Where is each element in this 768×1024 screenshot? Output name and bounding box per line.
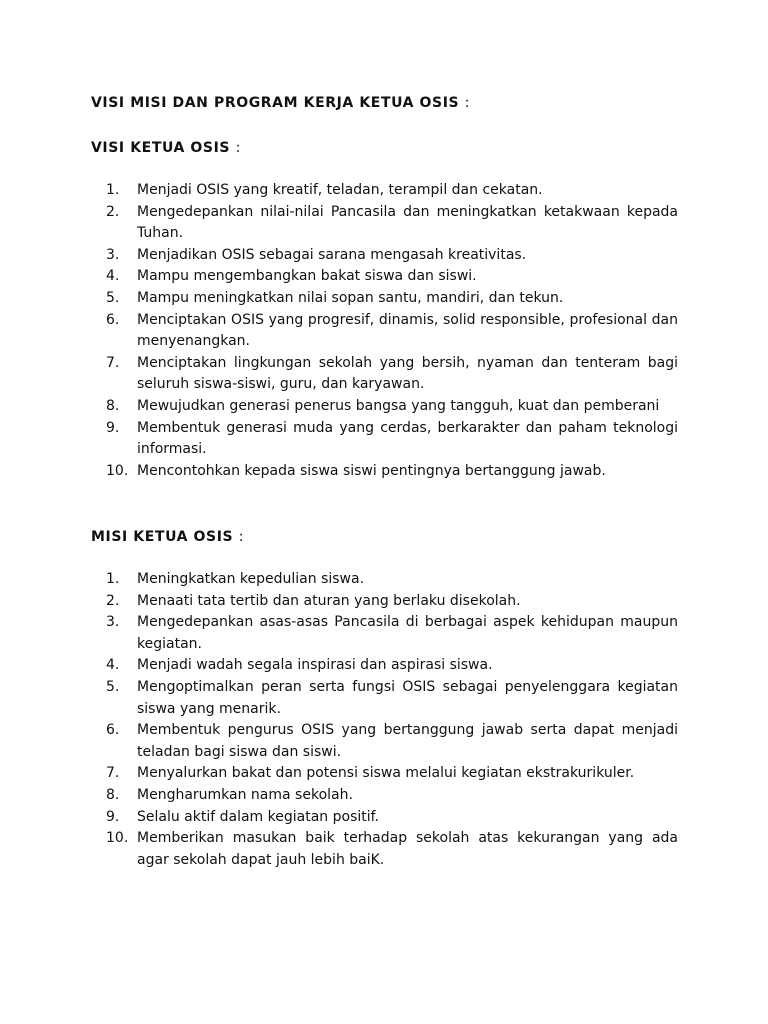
visi-heading-text: VISI KETUA OSIS — [91, 140, 231, 156]
list-item-number: 8. — [106, 397, 120, 414]
list-item-text: Mengharumkan nama sekolah. — [137, 786, 353, 803]
list-item-text: Menciptakan OSIS yang progresif, dinamis, solid responsible, profesional dan menyenangkan. — [137, 311, 678, 350]
list-item-number: 10. — [106, 830, 129, 847]
list-item-number: 3. — [106, 246, 120, 263]
list-item — [91, 396, 678, 418]
list-item-text: Mampu meningkatkan nilai sopan santu, mandiri, dan tekun. — [137, 289, 564, 306]
list-item — [91, 612, 678, 655]
list-item-number: 1. — [106, 182, 120, 198]
list-item — [91, 180, 678, 202]
list-item-number: 10. — [106, 462, 129, 479]
list-item — [91, 569, 678, 591]
list-item — [91, 677, 678, 720]
list-item — [91, 461, 678, 483]
list-item — [91, 720, 678, 763]
list-item-text: Menciptakan lingkungan sekolah yang bersih, nyaman dan tenteram bagi seluruh siswa-siswi, guru, dan karyawan. — [137, 354, 678, 393]
misi-list — [91, 569, 678, 871]
list-item-number: 5. — [106, 289, 120, 306]
list-item-number: 8. — [106, 786, 120, 803]
list-item-text: Menjadi OSIS yang kreatif, teladan, terampil dan cekatan. — [137, 182, 543, 198]
list-item-number: 6. — [106, 722, 120, 739]
list-item-text: Menaati tata tertib dan aturan yang berlaku disekolah. — [137, 592, 521, 609]
list-item — [91, 202, 678, 245]
visi-heading-colon: : — [235, 140, 241, 156]
list-item-number: 9. — [106, 808, 120, 825]
list-item — [91, 828, 678, 871]
list-item-number: 7. — [106, 765, 120, 782]
list-item-text: Menyalurkan bakat dan potensi siswa melalui kegiatan ekstrakurikuler. — [137, 765, 635, 782]
list-item-text: Mengedepankan nilai-nilai Pancasila dan meningkatkan ketakwaan kepada Tuhan. — [137, 203, 678, 242]
list-item-text: Memberikan masukan baik terhadap sekolah atas kekurangan yang ada agar sekolah dapat jauh lebih baiK. — [137, 830, 678, 868]
misi-heading — [91, 529, 244, 545]
list-item-text: Mewujudkan generasi penerus bangsa yang tangguh, kuat dan pemberani — [137, 397, 660, 414]
list-item-number: 6. — [106, 311, 120, 328]
document-title — [91, 95, 470, 111]
list-item-text: Selalu aktif dalam kegiatan positif. — [137, 808, 379, 825]
list-item — [91, 655, 678, 677]
list-item-number: 9. — [106, 419, 120, 436]
list-item — [91, 310, 678, 353]
document-title-text: VISI MISI DAN PROGRAM KERJA KETUA OSIS — [91, 95, 460, 111]
list-item-text: Meningkatkan kepedulian siswa. — [137, 571, 365, 587]
document-title-colon: : — [464, 95, 471, 111]
list-item — [91, 245, 678, 267]
list-item-text: Mengoptimalkan peran serta fungsi OSIS sebagai penyelenggara kegiatan siswa yang menarik. — [137, 678, 678, 717]
visi-list — [91, 180, 678, 482]
list-item-text: Mengedepankan asas-asas Pancasila di berbagai aspek kehidupan maupun kegiatan. — [137, 614, 678, 652]
list-item — [91, 591, 678, 613]
list-item — [91, 807, 678, 829]
list-item-text: Mampu mengembangkan bakat siswa dan siswi. — [137, 268, 477, 285]
list-item-number: 2. — [106, 203, 120, 220]
list-item-text: Menjadikan OSIS sebagai sarana mengasah kreativitas. — [137, 246, 527, 263]
list-item-number: 1. — [106, 571, 120, 587]
list-item-text: Membentuk generasi muda yang cerdas, berkarakter dan paham teknologi informasi. — [137, 419, 678, 458]
list-item — [91, 288, 678, 310]
list-item — [91, 785, 678, 807]
list-item-text: Membentuk pengurus OSIS yang bertanggung jawab serta dapat menjadi teladan bagi siswa dan siswi. — [137, 722, 678, 760]
visi-heading — [91, 140, 241, 156]
misi-heading-colon: : — [238, 529, 245, 545]
list-item-number: 7. — [106, 354, 120, 371]
list-item-text: Menjadi wadah segala inspirasi dan aspirasi siswa. — [137, 657, 493, 674]
list-item-number: 3. — [106, 614, 120, 631]
list-item — [91, 763, 678, 785]
list-item-number: 2. — [106, 592, 120, 609]
list-item — [91, 266, 678, 288]
list-item-number: 4. — [106, 657, 120, 674]
list-item — [91, 353, 678, 396]
misi-heading-text: MISI KETUA OSIS — [91, 529, 234, 545]
list-item — [91, 418, 678, 461]
list-item-number: 4. — [106, 268, 120, 285]
list-item-text: Mencontohkan kepada siswa siswi pentingnya bertanggung jawab. — [137, 462, 606, 479]
list-item-number: 5. — [106, 678, 120, 695]
